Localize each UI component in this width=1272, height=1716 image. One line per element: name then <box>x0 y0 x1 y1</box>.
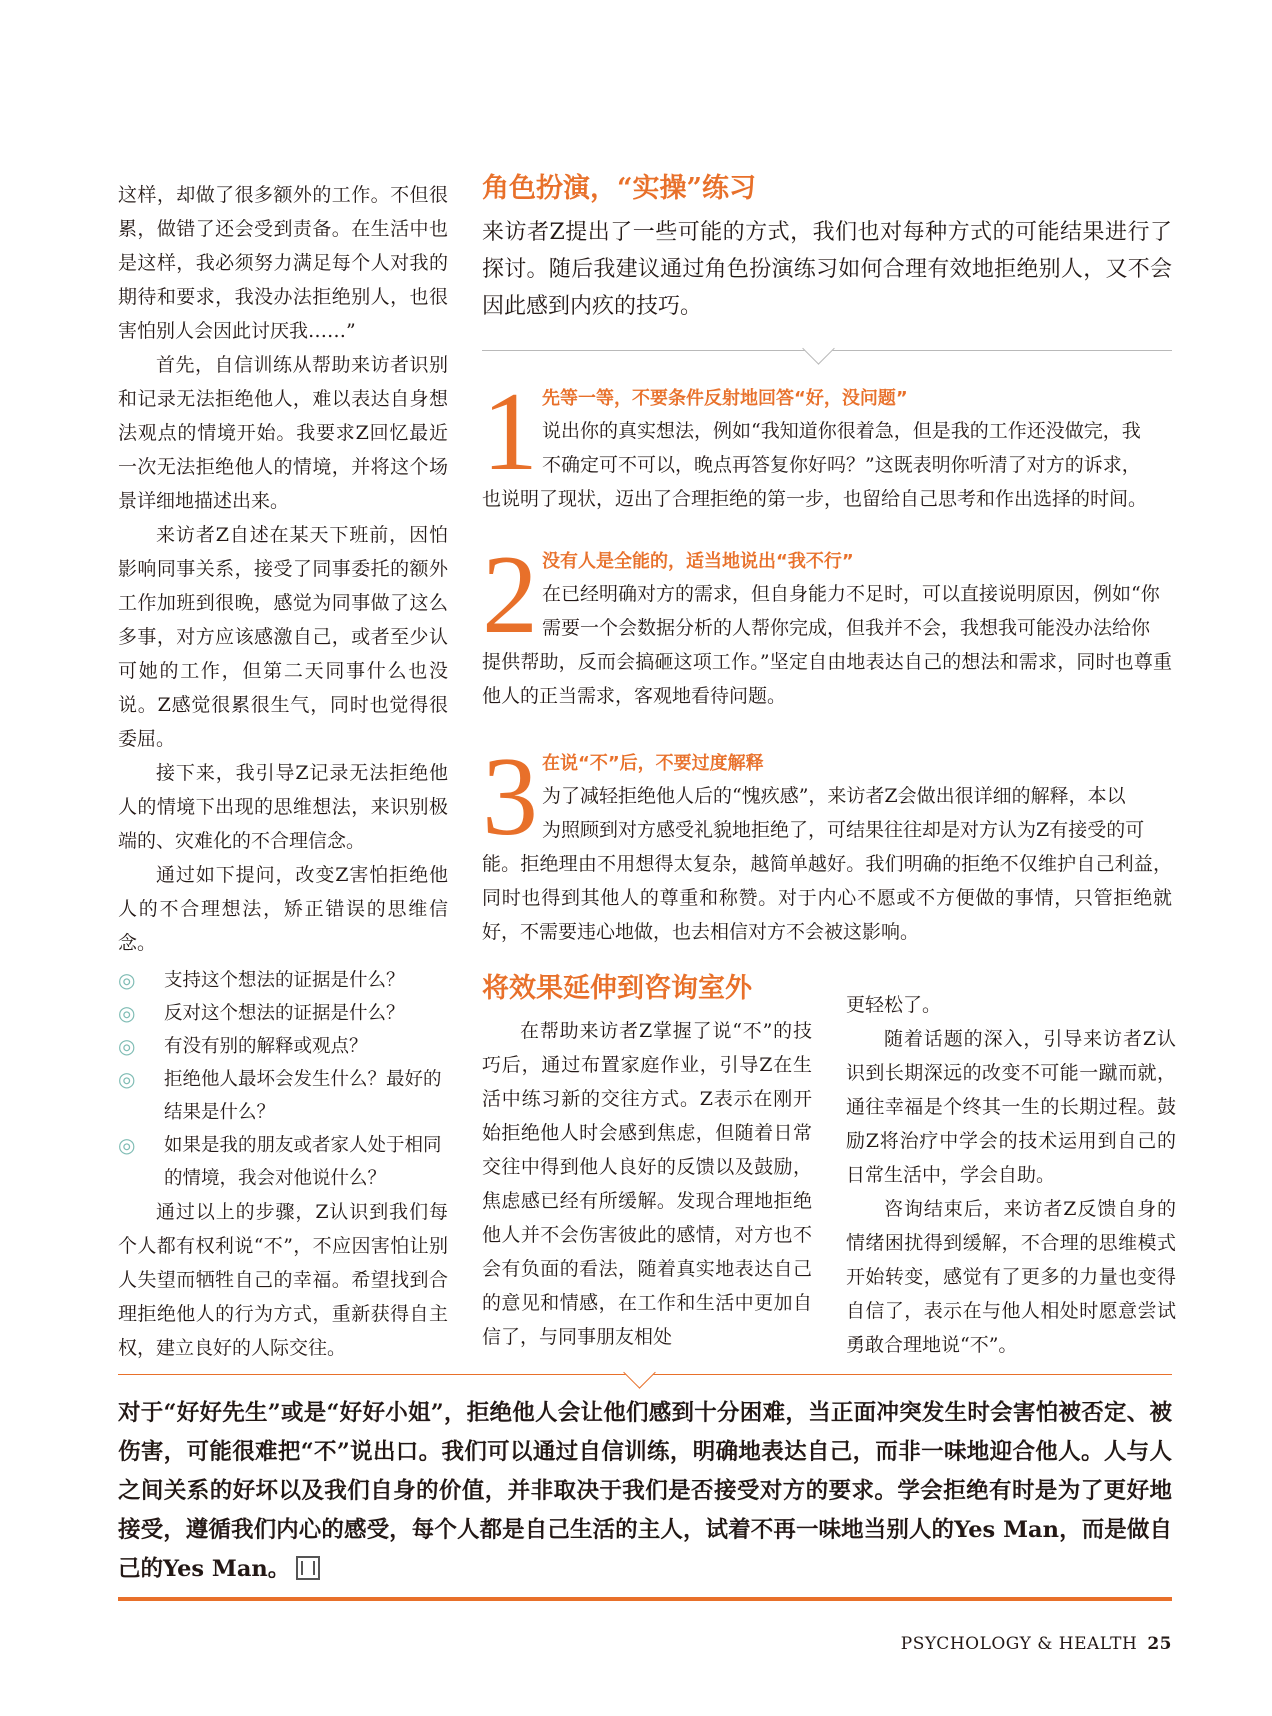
bullet-icon: ◎ <box>118 1133 136 1157</box>
right-paragraph-2: 咨询结束后，来访者Z反馈自身的情绪困扰得到缓解，不合理的思维模式开始转变，感觉有了更多的力量也变得自信了，表示在与他人相处时愿意尝试勇敢合理地说“不”。 <box>846 1198 1176 1356</box>
list-item: ◎ 有没有别的解释或观点？ <box>118 1030 448 1063</box>
left-column <box>118 178 448 1365</box>
extend-title: 将效果延伸到咨询室外 <box>482 973 752 1004</box>
tip-number-2: 2 <box>482 533 538 657</box>
list-item: ◎ 反对这个想法的证据是什么？ <box>118 997 448 1030</box>
extend-section <box>482 972 812 1354</box>
tip-number-3: 3 <box>482 735 538 859</box>
page-number: 25 <box>1147 1634 1172 1654</box>
list-item: ◎ 如果是我的朋友或者家人处于相同的情境，我会对他说什么？ <box>118 1129 448 1195</box>
tip-title-3: 在说“不”后，不要过度解释 <box>542 753 764 774</box>
bottom-orange-bar <box>118 1597 1172 1601</box>
bullet-icon: ◎ <box>118 968 136 992</box>
tip-title-1: 先等一等，不要条件反射地回答“好，没问题” <box>542 388 908 409</box>
tip-body-1: 说出你的真实想法，例如“我知道你很着急，但是我的工作还没做完，我 不确定可不可以，晚点再答复你好吗？”这既表明你听清了对方的诉求， 也说明了现状，迈出了合理拒绝的第一步，也留给自己思考和作出选择的时间。 <box>482 420 1148 510</box>
left-paragraph-3: 来访者Z自述在某天下班前，因怕影响同事关系，接受了同事委托的额外工作加班到很晚，感觉为同事做了这么多事，对方应该感激自己，或者至少认可她的工作，但第二天同事什么也没说。Z感觉很累很生气，同时也觉得很委屈。 <box>118 524 448 750</box>
left-paragraph-4: 接下来，我引导Z记录无法拒绝他人的情境下出现的思维想法，来识别极端的、灾难化的不合理信念。 <box>118 762 448 852</box>
roleplay-title: 角色扮演，“实操”练习 <box>482 173 757 204</box>
tip-body-3: 为了减轻拒绝他人后的“愧疚感”，来访者Z会做出很详细的解释，本以 为照顾到对方感受礼貌地拒绝了，可结果往往却是对方认为Z有接受的可 能。拒绝理由不用想得太复杂，越简单越好。我们明确的拒绝不仅维护自己利益，同时也得到其他人的尊重和称赞。对于内心不愿或不方便做的事情，只管拒绝就好，不需要违心地做，也去相信对方不会被这影响。 <box>482 785 1172 943</box>
divider-notch-bottom <box>623 1356 656 1389</box>
tip-1 <box>482 370 1172 516</box>
right-column <box>846 988 1176 1362</box>
right-paragraph-0: 更轻松了。 <box>846 994 942 1016</box>
page-footer <box>901 1634 1172 1654</box>
list-item: ◎ 支持这个想法的证据是什么？ <box>118 964 448 997</box>
tip-2 <box>482 533 1172 713</box>
bullet-icon: ◎ <box>118 1067 136 1091</box>
roleplay-section <box>482 172 1172 325</box>
summary-paragraph: 对于“好好先生”或是“好好小姐”，拒绝他人会让他们感到十分困难，当正面冲突发生时会害怕被否定、被伤害，可能很难把“不”说出口。我们可以通过自信训练，明确地表达自己，而非一味地迎合他人。人与人之间关系的好坏以及我们自身的价值，并非取决于我们是否接受对方的要求。学会拒绝有时是为了更好地接受，遵循我们内心的感受，每个人都是自己生活的主人，试着不再一味地当别人的Yes Man，而是做自己的Yes Man。 <box>118 1400 1172 1582</box>
tip-number-1: 1 <box>482 370 538 494</box>
tip-3 <box>482 735 1172 949</box>
question-list <box>118 964 448 1195</box>
end-seal-icon <box>296 1556 320 1580</box>
magazine-name: PSYCHOLOGY & HEALTH <box>900 1634 1138 1654</box>
bullet-icon: ◎ <box>118 1034 136 1058</box>
list-item: ◎ 拒绝他人最坏会发生什么？最好的结果是什么？ <box>118 1063 448 1129</box>
extend-paragraph-1: 在帮助来访者Z掌握了说“不”的技巧后，通过布置家庭作业，引导Z在生活中练习新的交往方式。Z表示在刚开始拒绝他人时会感到焦虑，但随着日常交往中得到他人良好的反馈以及鼓励，焦虑感已经有所缓解。发现合理地拒绝他人并不会伤害彼此的感情，对方也不会有负面的看法，随着真实地表达自己的意见和情感，在工作和生活中更加自信了，与同事朋友相处 <box>482 1020 812 1348</box>
divider-notch-top <box>802 332 835 365</box>
left-paragraph-6: 通过以上的步骤，Z认识到我们每个人都有权利说“不”，不应因害怕让别人失望而牺牲自己的幸福。希望找到合理拒绝他人的行为方式，重新获得自主权，建立良好的人际交往。 <box>118 1201 448 1359</box>
roleplay-body: 来访者Z提出了一些可能的方式，我们也对每种方式的可能结果进行了探讨。随后我建议通过角色扮演练习如何合理有效地拒绝别人，又不会因此感到内疚的技巧。 <box>482 220 1172 319</box>
right-paragraph-1: 随着话题的深入，引导来访者Z认识到长期深远的改变不可能一蹴而就，通往幸福是个终其一生的长期过程。鼓励Z将治疗中学会的技术运用到自己的日常生活中，学会自助。 <box>846 1028 1176 1186</box>
left-paragraph-5: 通过如下提问，改变Z害怕拒绝他人的不合理想法，矫正错误的思维信念。 <box>118 864 448 954</box>
left-paragraph-2: 首先，自信训练从帮助来访者识别和记录无法拒绝他人，难以表达自身想法观点的情境开始。我要求Z回忆最近一次无法拒绝他人的情境，并将这个场景详细地描述出来。 <box>118 354 448 512</box>
tip-title-2: 没有人是全能的，适当地说出“我不行” <box>542 551 854 572</box>
bullet-icon: ◎ <box>118 1001 136 1025</box>
tip-body-2: 在已经明确对方的需求，但自身能力不足时，可以直接说明原因，例如“你 需要一个会数据分析的人帮你完成，但我并不会，我想我可能没办法给你 提供帮助，反而会搞砸这项工作。”坚定自由地表达自己的想法和需求，同时也尊重他人的正当需求，客观地看待问题。 <box>482 583 1172 707</box>
left-paragraph-1: 这样，却做了很多额外的工作。不但很累，做错了还会受到责备。在生活中也是这样，我必须努力满足每个人对我的期待和要求，我没办法拒绝别人，也很害怕别人会因此讨厌我……” <box>118 184 448 342</box>
